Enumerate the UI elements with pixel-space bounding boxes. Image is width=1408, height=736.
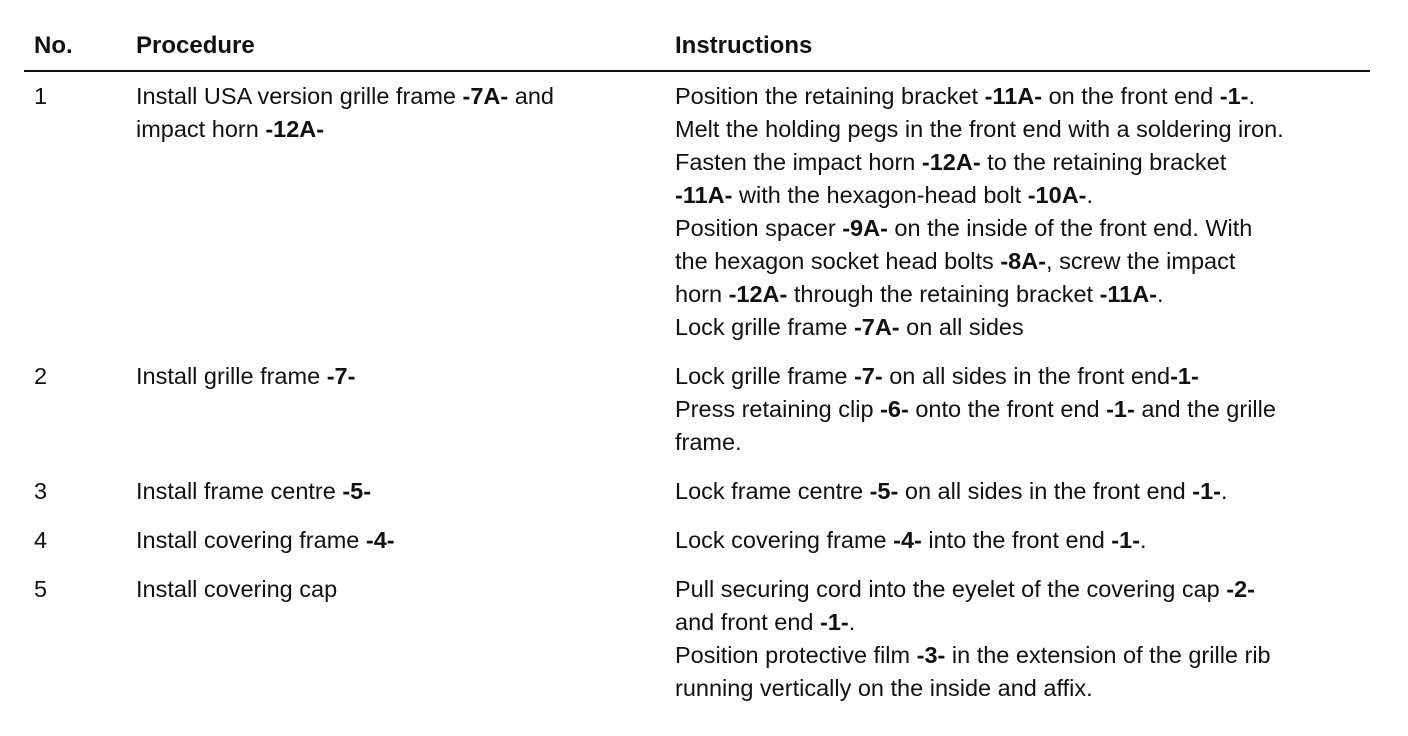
part-reference: -3- <box>916 642 946 668</box>
text-line <box>675 113 1284 146</box>
text-run: Press retaining clip <box>675 396 881 422</box>
text-run: Position the retaining bracket <box>675 83 985 109</box>
instructions-cell <box>675 524 1147 557</box>
text-run: Lock grille frame <box>675 363 854 389</box>
text-run: impact horn <box>136 116 266 142</box>
text-run: running vertically on the inside and affix. <box>675 675 1093 701</box>
procedure-cell <box>136 475 371 508</box>
part-reference: -12A- <box>265 116 325 142</box>
text-line <box>675 475 1228 508</box>
text-run: with the hexagon-head bolt <box>732 182 1028 208</box>
part-reference: -1- <box>1111 527 1141 553</box>
text-run: Lock grille frame <box>675 314 854 340</box>
procedure-cell <box>136 573 337 606</box>
row-number: 3 <box>34 478 48 504</box>
part-reference: -10A- <box>1027 182 1087 208</box>
text-run: Lock frame centre <box>675 478 870 504</box>
text-line <box>675 360 1276 393</box>
part-reference: -7- <box>326 363 356 389</box>
text-run: and the grille <box>1134 396 1276 422</box>
text-run: Install grille frame <box>136 363 327 389</box>
part-reference: -7- <box>853 363 883 389</box>
text-line <box>675 393 1276 426</box>
text-run: . <box>1248 83 1256 109</box>
text-run: Install USA version grille frame <box>136 83 463 109</box>
part-reference: -1- <box>1170 363 1199 389</box>
text-run: . <box>848 609 856 635</box>
text-run: on the front end <box>1042 83 1220 109</box>
text-line <box>675 80 1284 113</box>
header-instructions: Instructions <box>675 32 813 59</box>
text-run: on all sides in the front end <box>882 363 1171 389</box>
text-run: Install covering cap <box>136 576 338 602</box>
text-line <box>675 524 1147 557</box>
header-no: No. <box>34 32 73 59</box>
part-reference: -5- <box>342 478 372 504</box>
text-line <box>675 245 1284 278</box>
text-run: Install covering frame <box>136 527 366 553</box>
row-number: 4 <box>34 527 48 553</box>
text-run: into the front end <box>921 527 1112 553</box>
text-run: . <box>1221 478 1228 504</box>
text-line <box>675 311 1284 344</box>
text-run: and <box>508 83 554 109</box>
text-line <box>675 672 1271 705</box>
instructions-cell <box>675 80 1284 344</box>
part-reference: -4- <box>893 527 922 553</box>
text-run: Position protective film <box>675 642 917 668</box>
part-reference: -5- <box>869 478 899 504</box>
text-line <box>675 278 1284 311</box>
text-line <box>675 606 1271 639</box>
procedure-cell <box>136 524 395 557</box>
part-reference: -7A- <box>853 314 900 340</box>
text-run: . <box>1140 527 1147 553</box>
part-reference: -1- <box>1106 396 1135 422</box>
text-run: horn <box>675 281 729 307</box>
row-number: 5 <box>34 576 48 602</box>
header-divider <box>24 70 1370 72</box>
text-run: onto the front end <box>908 396 1107 422</box>
text-run: . <box>1157 281 1164 307</box>
part-reference: -4- <box>365 527 395 553</box>
text-line <box>136 80 554 113</box>
text-line <box>136 573 337 606</box>
text-run: in the extension of the grille rib <box>945 642 1271 668</box>
text-line <box>675 573 1271 606</box>
part-reference: -8A- <box>1000 248 1047 274</box>
part-reference: -1- <box>820 609 849 635</box>
part-reference: -9A- <box>842 215 888 241</box>
instructions-cell <box>675 475 1228 508</box>
text-run: frame. <box>675 429 742 455</box>
text-run: to the retaining bracket <box>980 149 1227 175</box>
text-run: Pull securing cord into the eyelet of the covering cap <box>675 576 1227 602</box>
text-run: , screw the impact <box>1046 248 1236 274</box>
procedure-cell <box>136 80 554 146</box>
text-run: Position spacer <box>675 215 843 241</box>
part-reference: -11A- <box>1099 281 1158 307</box>
text-run: Fasten the impact horn <box>675 149 922 175</box>
text-run: through the retaining bracket <box>787 281 1100 307</box>
text-line <box>675 212 1284 245</box>
part-reference: -1- <box>1192 478 1222 504</box>
instructions-cell <box>675 573 1271 705</box>
text-line <box>136 475 371 508</box>
part-reference: -11A- <box>984 83 1043 109</box>
text-line <box>136 113 554 146</box>
header-procedure: Procedure <box>136 32 255 59</box>
text-run: on the inside of the front end. With <box>887 215 1253 241</box>
part-reference: -12A- <box>921 149 981 175</box>
part-reference: -11A- <box>675 182 733 208</box>
text-run: on all sides in the front end <box>898 478 1193 504</box>
part-reference: -7A- <box>462 83 509 109</box>
text-line <box>675 179 1284 212</box>
text-run: the hexagon socket head bolts <box>675 248 1001 274</box>
procedure-cell <box>136 360 355 393</box>
text-line <box>675 146 1284 179</box>
part-reference: -2- <box>1226 576 1255 602</box>
text-line <box>675 426 1276 459</box>
text-line <box>675 639 1271 672</box>
text-line <box>136 524 395 557</box>
text-run: Install frame centre <box>136 478 343 504</box>
part-reference: -1- <box>1219 83 1249 109</box>
text-run: . <box>1086 182 1094 208</box>
text-line <box>136 360 355 393</box>
part-reference: -12A- <box>728 281 788 307</box>
row-number: 1 <box>34 83 48 109</box>
text-run: on all sides <box>899 314 1024 340</box>
part-reference: -6- <box>880 396 909 422</box>
text-run: and front end <box>675 609 821 635</box>
text-run: Melt the holding pegs in the front end with a soldering iron. <box>675 116 1284 142</box>
instructions-cell <box>675 360 1276 459</box>
text-run: Lock covering frame <box>675 527 894 553</box>
row-number: 2 <box>34 363 48 389</box>
